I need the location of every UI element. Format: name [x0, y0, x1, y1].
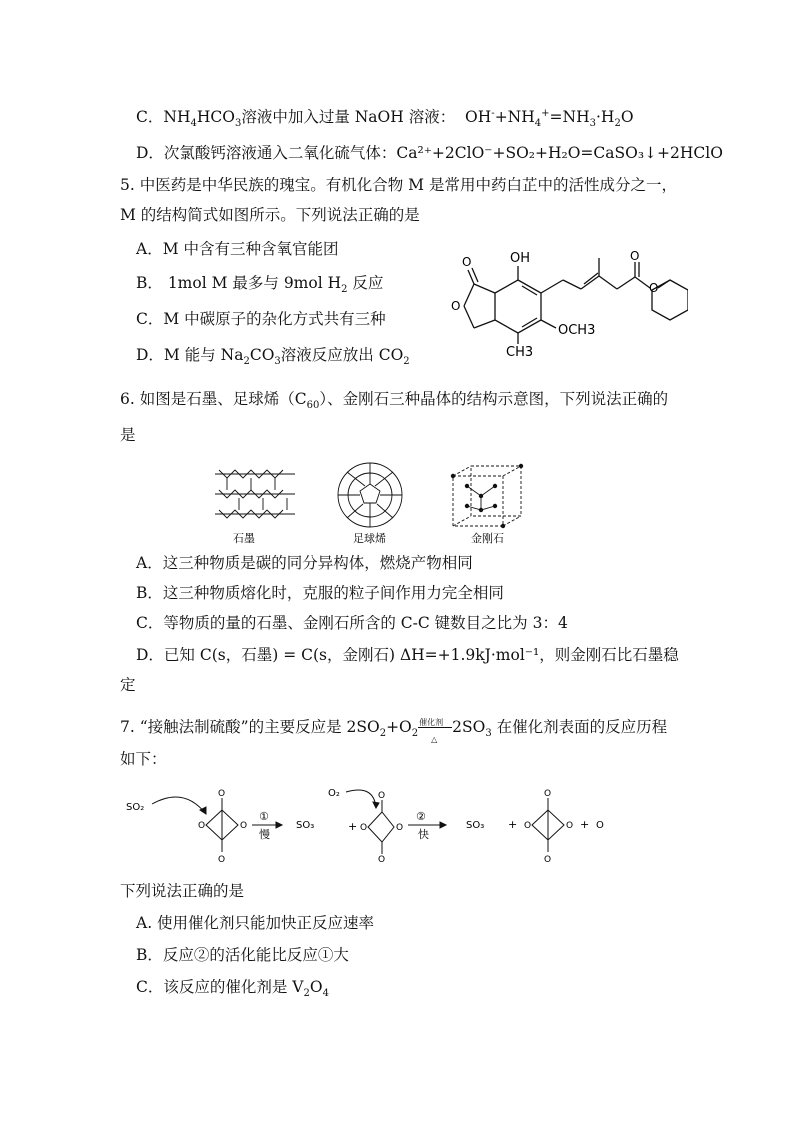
q7-option-c: C．该反应的催化剂是 $V_2O_4$: [136, 978, 329, 1000]
q7-stem-line2: 如下：: [120, 750, 167, 768]
methoxy-label: OCH3: [558, 323, 596, 338]
hydroxyl-label: OH: [510, 251, 531, 266]
q5-structure-figure: [418, 240, 688, 358]
q4-option-c: C．$NH_4HCO_3$溶液中加入过量 NaOH 溶液： $OH^-+NH_4^+=NH_3\cdot H_2O$: [136, 107, 634, 130]
cat1-oxygen-right: O: [240, 821, 248, 831]
cat3-oxygen-top: O: [544, 789, 552, 799]
reaction-arrow: 催化剂 △: [418, 721, 452, 735]
q7-option-b: B．反应②的活化能比反应①大: [136, 946, 349, 964]
q6-option-d-line2: 定: [120, 676, 136, 694]
c60-caption: 足球烯: [353, 532, 386, 545]
q5-stem-line2: M 的结构简式如图所示。下列说法正确的是: [120, 206, 420, 224]
q6-crystal-figure: [205, 462, 535, 546]
cat3-oxygen-left: O: [524, 821, 532, 831]
q6-stem-line2: 是: [120, 426, 136, 444]
cat2-oxygen-top: O: [378, 791, 386, 801]
so3-product-2: SO₃: [466, 820, 485, 831]
ring-oxygen-label: O: [451, 299, 461, 313]
so3-product-1: SO₃: [296, 820, 315, 831]
q5-option-a: A．M 中含有三种含氧官能团: [136, 240, 339, 258]
c60-structure: [338, 463, 402, 527]
methyl-label: CH3: [506, 345, 534, 358]
q6-option-d-line1: D．已知 C(s，石墨) = C(s，金刚石) ΔH=+1.9kJ·mol⁻¹，则金刚石比石墨稳: [136, 646, 679, 664]
graphite-caption: 石墨: [233, 532, 255, 545]
o2-reactant-label: O₂: [328, 788, 340, 799]
q6-stem-line1: 6. 如图是石墨、足球烯$(C_{60})$、金刚石三种晶体的结构示意图，下列说法正确的: [120, 390, 669, 412]
q5-stem-line1: 5. 中医药是中华民族的瑰宝。有机化合物 M 是常用中药白芷中的活性成分之一，: [120, 176, 677, 194]
plus-sign-3: +: [580, 818, 590, 831]
q4-option-d: D．次氯酸钙溶液通入二氧化硫气体：Ca²⁺+2ClO⁻+SO₂+H₂O=CaSO₃↓+2HClO: [136, 144, 723, 162]
q7-ask: 下列说法正确的是: [120, 882, 245, 900]
cat3-oxygen-right: O: [566, 821, 574, 831]
ester-oxygen-label: O: [649, 281, 659, 295]
cat1-oxygen-left: O: [198, 821, 206, 831]
q5-option-b: B． 1mol M 最多与 9mol $H_2$ 反应: [136, 274, 384, 296]
cat1-oxygen-top: O: [218, 789, 226, 799]
cat2-oxygen-left: O: [360, 823, 368, 833]
diamond-caption: 金刚石: [471, 532, 504, 545]
q7-stem-line1: 7. “接触法制硫酸”的主要反应是 $2SO_2+O_2$ 催化剂 △ $2SO_3$ 在催化剂表面的反应历程: [120, 718, 668, 744]
q6-option-a: A．这三种物质是碳的同分异构体，燃烧产物相同: [136, 554, 473, 572]
q6-option-b: B．这三种物质熔化时，克服的粒子间作用力完全相同: [136, 584, 504, 602]
plus-sign-2: +: [508, 818, 518, 831]
plus-sign-1: +: [348, 820, 358, 833]
step1-label: ①: [259, 810, 269, 823]
cat3-oxygen-bottom: O: [544, 855, 552, 864]
cat1-oxygen-bottom: O: [218, 855, 226, 864]
step1-slow-label: 慢: [259, 828, 270, 841]
ester-carbonyl-oxygen-label: O: [630, 249, 640, 263]
step2-fast-label: 快: [418, 828, 429, 841]
step2-label: ②: [416, 810, 426, 823]
q5-option-d: D．M 能与 $Na_2CO_3$溶液反应放出 $CO_2$: [136, 346, 410, 368]
q7-mechanism-figure: [124, 780, 614, 864]
cat2-oxygen-bottom: O: [378, 855, 386, 864]
diamond-structure: [453, 466, 521, 526]
q7-option-a: A. 使用催化剂只能加快正反应速率: [136, 914, 375, 932]
graphite-structure: [215, 470, 295, 518]
oxygen-atom-product: O: [596, 820, 604, 831]
carbonyl-oxygen-label: O: [462, 255, 472, 269]
q6-option-c: C．等物质的量的石墨、金刚石所含的 C-C 键数目之比为 3：4: [136, 614, 568, 632]
q5-option-c: C．M 中碳原子的杂化方式共有三种: [136, 310, 386, 328]
so2-reactant-label: SO₂: [126, 802, 145, 813]
cat2-oxygen-right: O: [396, 823, 404, 833]
